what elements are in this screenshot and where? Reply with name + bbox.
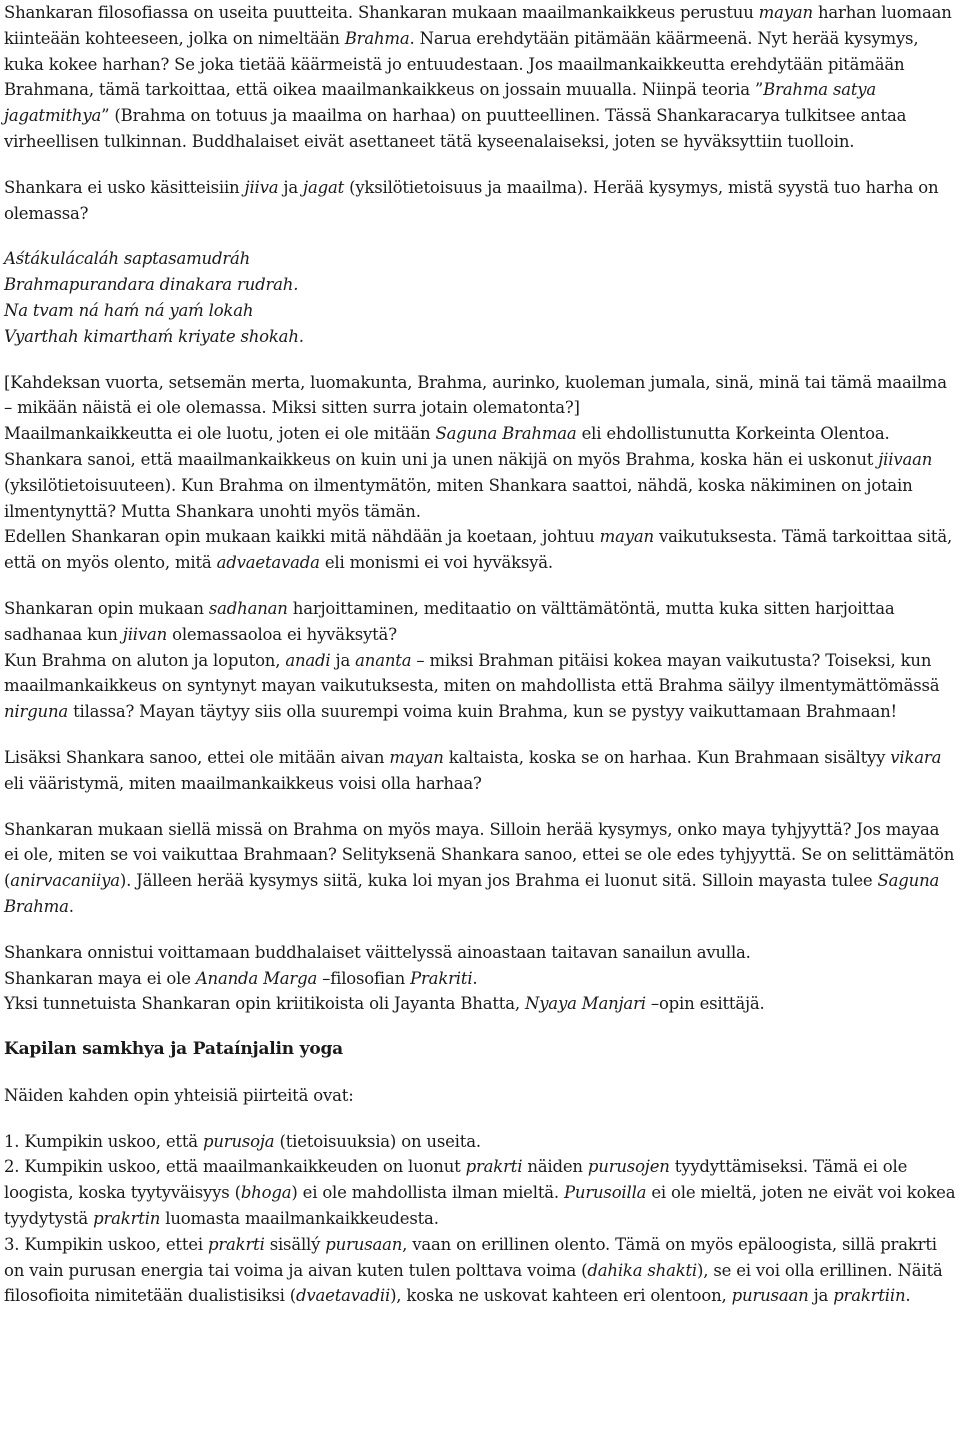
paragraph: Näiden kahden opin yhteisiä piirteitä ovat: bbox=[4, 1085, 354, 1105]
italic-term: purusaan bbox=[731, 1286, 809, 1306]
paragraph: Lisäksi Shankara sanoo, ettei ole mitään aivan mayan kaltaista, koska se on harhaa. Kun Brahmaan sisältyy vikara eli vääristymä, miten maailmankaikkeus voisi olla harhaa? bbox=[4, 747, 942, 793]
italic-term: prakrti bbox=[465, 1157, 523, 1177]
italic-term: jiiva bbox=[244, 177, 279, 197]
paragraph: Shankaran filosofiassa on useita puutteita. Shankaran mukaan maailmankaikkeus perustuu mayan harhan luomaan kiinteään kohteeseen, jolka on nimeltään Brahma. Narua erehdytään pitämään käärmeenä. Nyt herää kysymys, kuka kokee harhan? Se joka tietää käärmeistä jo entuudestaan. Jos maailmankaikkeutta erehdytään pitämään Brahmana, tämä tarkoittaa, että oikea maailmankaikkeus on jossain muualla. Niinpä teoria ”Brahma satya jagatmithya” (Brahma on totuus ja maailma on harhaa) on puutteellinen. Tässä Shankaracarya tulkitsee antaa virheellisen tulkinnan. Buddhalaiset eivät asettaneet tätä kyseenalaiseksi, joten se hyväksyttiin tuolloin. bbox=[4, 3, 952, 151]
italic-term: sadhanan bbox=[208, 598, 288, 618]
paragraph: 2. Kumpikin uskoo, että maailmankaikkeuden on luonut prakrti näiden purusojen tyydyttämiseksi. Tämä ei ole loogista, koska tyytyväisyys (bhoga) ei ole mahdollista ilman mieltä. Purusoilla ei ole mieltä, joten ne eivät voi kokea tyydytystä prakrtin luomasta maailmankaikkeudesta. bbox=[4, 1157, 956, 1229]
italic-term: prakrti bbox=[207, 1234, 265, 1254]
italic-term: purusaan bbox=[325, 1234, 403, 1254]
verse-line: Vyarthah kimarthaḿ kriyate shokah. bbox=[4, 326, 304, 346]
paragraph: Edellen Shankaran opin mukaan kaikki mitä nähdään ja koetaan, johtuu mayan vaikutuksesta. Tämä tarkoittaa sitä, että on myös olento, mitä advaetavada eli monismi ei voi hyväksyä. bbox=[4, 527, 953, 573]
italic-term: Purusoilla bbox=[563, 1183, 647, 1203]
verse-line: Na tvam ná haḿ ná yaḿ lokah bbox=[4, 300, 254, 320]
italic-term: mayan bbox=[758, 3, 813, 22]
section-heading: Kapilan samkhya ja Pataínjalin yoga bbox=[4, 1039, 344, 1060]
italic-term: Saguna Brahma bbox=[4, 871, 940, 916]
italic-term: bhoga bbox=[240, 1183, 292, 1203]
paragraph: Shankaran mukaan siellä missä on Brahma on myös maya. Silloin herää kysymys, onko maya tyhjyyttä? Jos mayaa ei ole, miten se voi vaikuttaa Brahmaan? Selityksenä Shankara sanoo, ettei se ole edes tyhjyyttä. Se on selittämätön (anirvacaniiya). Jälleen herää kysymys siitä, kuka loi myan jos Brahma ei luonut sitä. Silloin mayasta tulee Saguna Brahma. bbox=[4, 819, 955, 916]
paragraph: Shankaran opin mukaan sadhanan harjoittaminen, meditaatio on välttämätöntä, mutta kuka sitten harjoittaa sadhanaa kun jiivan olemassaoloa ei hyväksytä? bbox=[4, 598, 895, 644]
paragraph: Shankara ei usko käsitteisiin jiiva ja jagat (yksilötietoisuus ja maailma). Herää kysymys, mistä syystä tuo harha on olemassa? bbox=[4, 177, 939, 223]
paragraph: Kun Brahma on aluton ja loputon, anadi ja ananta – miksi Brahman pitäisi kokea mayan vaikutusta? Toiseksi, kun maailmankaikkeus on syntynyt mayan vaikutuksesta, miten on mahdollista että Brahma säilyy ilmentymättömässä nirguna tilassa? Mayan täytyy siis olla suurempi voima kuin Brahma, kun se pystyy vaikuttamaan Brahmaan! bbox=[4, 650, 940, 722]
italic-term: mayan bbox=[599, 527, 654, 547]
italic-term: jiivaan bbox=[878, 449, 933, 469]
paragraph: 3. Kumpikin uskoo, ettei prakrti sisällý purusaan, vaan on erillinen olento. Tämä on myös epäloogista, sillä prakrti on vain purusan energia tai voima ja aivan kuten tulen polttava voima (dahika shakti), se ei voi olla erillinen. Näitä filosofioita nimitetään dualistisiksi (dvaetavadii), koska ne uskovat kahteen eri olentoon, purusaan ja prakrtiin. bbox=[4, 1234, 943, 1306]
italic-term: dahika shakti bbox=[587, 1260, 698, 1280]
italic-term: dvaetavadii bbox=[296, 1286, 391, 1306]
verse-line: Aśtákulácaláh saptasamudráh bbox=[4, 249, 251, 269]
italic-term: purusojen bbox=[587, 1157, 670, 1177]
italic-term: advaetavada bbox=[216, 553, 320, 573]
italic-term: purusoja bbox=[202, 1131, 275, 1151]
italic-term: anirvacaniiya bbox=[10, 871, 120, 891]
italic-term: anadi bbox=[285, 650, 331, 670]
sanskrit-verse bbox=[4, 246, 956, 349]
paragraph: Maailmankaikkeutta ei ole luotu, joten ei ole mitään Saguna Brahmaa eli ehdollistunutta Korkeinta Olentoa. Shankara sanoi, että maailmankaikkeus on kuin uni ja unen näkijä on myös Brahma, koska hän ei uskonut jiivaan (yksilötietoisuuteen). Kun Brahma on ilmentymätön, miten Shankara saattoi, nähdä, koska näkiminen on jotain ilmentynyttä? Mutta Shankara unohti myös tämän. bbox=[4, 424, 933, 521]
document-body bbox=[4, 0, 956, 1309]
paragraph: 1. Kumpikin uskoo, että purusoja (tietoisuuksia) on useita. bbox=[4, 1131, 481, 1151]
italic-term: Nyaya Manjari bbox=[524, 994, 646, 1014]
italic-term: Prakriti bbox=[410, 968, 473, 988]
paragraph: Shankaran maya ei ole Ananda Marga –filosofian Prakriti. bbox=[4, 968, 478, 988]
italic-term: Saguna Brahmaa bbox=[435, 424, 577, 444]
italic-term: jiivan bbox=[122, 624, 168, 644]
verse-line: Brahmapurandara dinakara rudrah. bbox=[4, 275, 299, 295]
paragraph: Yksi tunnetuista Shankaran opin kriitikoista oli Jayanta Bhatta, Nyaya Manjari –opin esittäjä. bbox=[4, 994, 765, 1014]
paragraph: Shankara onnistui voittamaan buddhalaiset väittelyssä ainoastaan taitavan sanailun avulla. bbox=[4, 942, 751, 962]
italic-term: prakrtiin bbox=[833, 1286, 906, 1306]
italic-term: vikara bbox=[890, 747, 942, 767]
italic-term: jagat bbox=[303, 177, 345, 197]
italic-term: mayan bbox=[389, 747, 444, 767]
italic-term: prakrtin bbox=[93, 1209, 161, 1229]
italic-term: Brahma satya jagatmithya bbox=[4, 80, 877, 126]
italic-term: Brahma bbox=[344, 28, 410, 48]
italic-term: ananta bbox=[355, 650, 412, 670]
italic-term: Ananda Marga bbox=[195, 968, 318, 988]
paragraph: [Kahdeksan vuorta, setsemän merta, luomakunta, Brahma, aurinko, kuoleman jumala, sinä, minä tai tämä maailma – mikään näistä ei ole olemassa. Miksi sitten surra jotain olematonta?] bbox=[4, 372, 947, 418]
italic-term: nirguna bbox=[4, 702, 69, 722]
